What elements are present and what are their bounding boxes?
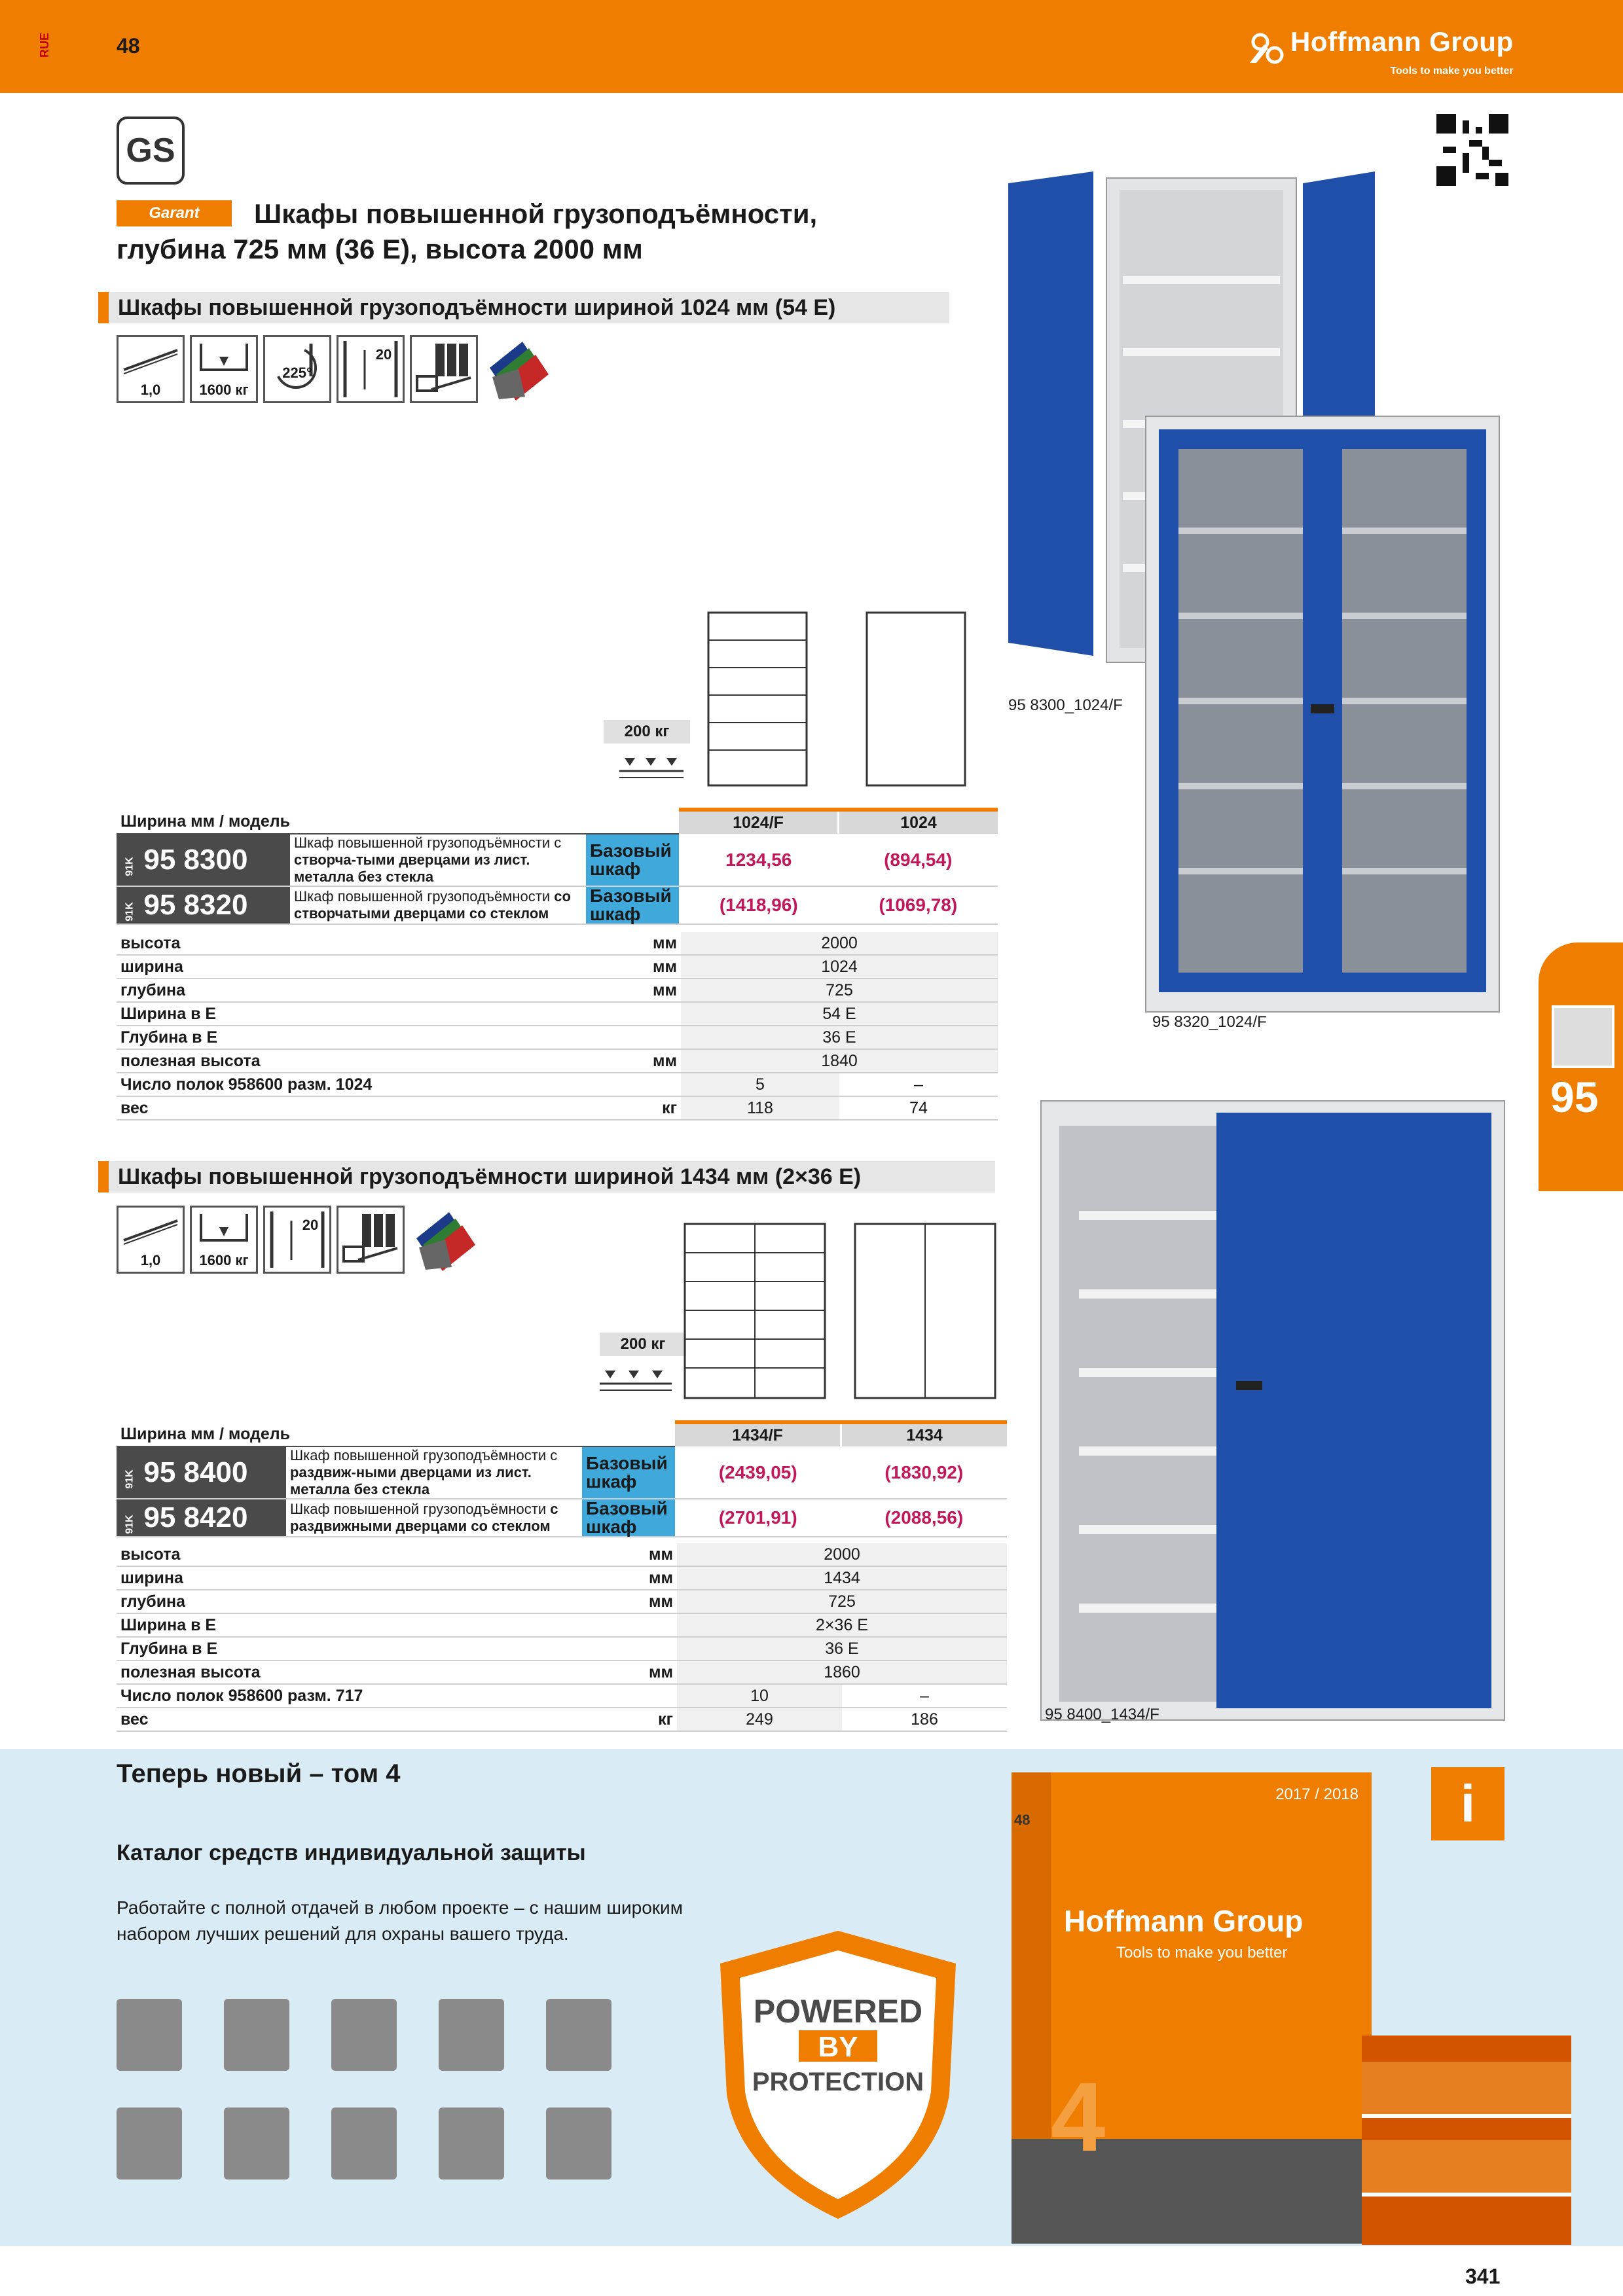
color-swatches-icon bbox=[483, 335, 551, 403]
spec-unit bbox=[630, 1637, 677, 1660]
price: (2088,56) bbox=[841, 1499, 1008, 1537]
product-row bbox=[117, 886, 998, 924]
spec-unit: мм bbox=[634, 932, 681, 955]
spec-unit: мм bbox=[630, 1566, 677, 1590]
gs-certification-badge: GS bbox=[117, 117, 185, 185]
language-code: RUE bbox=[38, 33, 51, 58]
page-number-top: 48 bbox=[117, 34, 140, 58]
spacing-icon: 20 bbox=[337, 335, 405, 403]
spec-unit: мм bbox=[630, 1590, 677, 1613]
respirator-icon bbox=[439, 1999, 504, 2071]
carabiner-icon bbox=[439, 2108, 504, 2179]
spec-label: глубина bbox=[117, 1590, 630, 1613]
base-cabinet-label: Базовый шкаф bbox=[582, 1446, 675, 1499]
safety-vest-icon bbox=[224, 2108, 289, 2179]
product-row bbox=[117, 1499, 1007, 1537]
book-tagline: Tools to make you better bbox=[1116, 1944, 1288, 1962]
catalog-drawers-image bbox=[1362, 2036, 1571, 2245]
spec-label: вес bbox=[117, 1096, 634, 1120]
door-angle-icon: 225° bbox=[263, 335, 331, 403]
spec-label: высота bbox=[117, 932, 634, 955]
page-number-bottom: 341 bbox=[1465, 2265, 1501, 2288]
spec-label: Глубина в E bbox=[117, 1637, 630, 1660]
book-brand: Hoffmann Group bbox=[1064, 1904, 1304, 1938]
spec-label: полезная высота bbox=[117, 1660, 630, 1684]
base-cabinet-label: Базовый шкаф bbox=[586, 886, 679, 924]
safety-boot-icon bbox=[331, 2108, 397, 2179]
spec-value: 186 bbox=[842, 1708, 1007, 1731]
spec-value: 2×36 E bbox=[677, 1613, 1007, 1637]
spec-label: ширина bbox=[117, 1566, 630, 1590]
spec-value: 725 bbox=[677, 1590, 1007, 1613]
spec-unit bbox=[630, 1684, 677, 1708]
price: (2701,91) bbox=[675, 1499, 841, 1537]
cabinet-image-958320 bbox=[1139, 410, 1506, 1018]
helmet-icon bbox=[331, 1999, 397, 2071]
column-header: 1024/F bbox=[679, 810, 839, 834]
spec-label: Ширина в E bbox=[117, 1002, 634, 1026]
shelf-layout-diagram bbox=[684, 1223, 826, 1399]
image-caption: 95 8400_1434/F bbox=[1045, 1706, 1159, 1723]
spec-value: 10 bbox=[677, 1684, 842, 1708]
spec-unit bbox=[634, 1026, 681, 1049]
table-header-label: Ширина мм / модель bbox=[117, 1422, 675, 1446]
spec-value: 74 bbox=[839, 1096, 998, 1120]
spec-unit: мм bbox=[634, 1049, 681, 1073]
goggles-icon bbox=[117, 1999, 182, 2071]
spec-value: 118 bbox=[681, 1096, 839, 1120]
spec-label: Ширина в E bbox=[117, 1613, 630, 1637]
spacing-icon: 20 bbox=[263, 1206, 331, 1274]
spec-value: 5 bbox=[681, 1073, 839, 1096]
spec-value: 2000 bbox=[677, 1543, 1007, 1566]
price: (2439,05) bbox=[675, 1446, 841, 1499]
spec-unit: кг bbox=[634, 1096, 681, 1120]
floor-load-icon: 1600 кг bbox=[190, 335, 258, 403]
spec-value: – bbox=[839, 1073, 998, 1096]
empty-cabinet-diagram bbox=[866, 611, 966, 787]
spec-label: вес bbox=[117, 1708, 630, 1731]
empty-cabinet-diagram bbox=[854, 1223, 996, 1399]
garant-brand-label: Garant bbox=[117, 200, 232, 226]
first-aid-icon bbox=[546, 2108, 611, 2179]
spec-label: Число полок 958600 разм. 717 bbox=[117, 1684, 630, 1708]
spec-unit: мм bbox=[634, 978, 681, 1002]
shield-line-3: PROTECTION bbox=[752, 2068, 924, 2096]
spec-value: 1024 bbox=[681, 955, 998, 978]
price: (1830,92) bbox=[841, 1446, 1008, 1499]
ear-protection-icon bbox=[224, 1999, 289, 2071]
spec-unit bbox=[634, 1002, 681, 1026]
spec-value: 36 E bbox=[681, 1026, 998, 1049]
image-caption: 95 8320_1024/F bbox=[1152, 1013, 1267, 1031]
spec-label: высота bbox=[117, 1543, 630, 1566]
banner-title: Теперь новый – том 4 bbox=[117, 1759, 401, 1788]
brand-logo bbox=[1247, 26, 1514, 77]
spec-value: 1434 bbox=[677, 1566, 1007, 1590]
color-swatches-icon bbox=[410, 1206, 478, 1274]
spec-value: – bbox=[842, 1684, 1007, 1708]
cabinet-icon bbox=[1552, 1005, 1614, 1068]
chapter-tab[interactable] bbox=[1539, 942, 1623, 1191]
brand-tagline: Tools to make you better bbox=[1390, 65, 1514, 77]
hoffmann-logo-icon bbox=[1247, 31, 1286, 65]
spec-unit: кг bbox=[630, 1708, 677, 1731]
page-title: Шкафы повышенной грузоподъёмности, глубина 725 мм (36 E), высота 2000 мм bbox=[117, 198, 818, 264]
base-cabinet-label: Базовый шкаф bbox=[586, 834, 679, 886]
price: (1418,96) bbox=[679, 886, 839, 924]
powered-by-protection-shield bbox=[714, 1924, 962, 2225]
column-header: 1024 bbox=[839, 810, 998, 834]
column-header: 1434/F bbox=[675, 1422, 841, 1446]
catalog-book-image bbox=[1012, 1772, 1372, 2244]
chapter-number: 95 bbox=[1550, 1073, 1599, 1121]
shield-line-1: POWERED bbox=[753, 1993, 923, 2030]
shield-line-2: BY bbox=[818, 2031, 858, 2063]
shelf-load-arrows-icon bbox=[619, 753, 684, 792]
feature-icons-1434 bbox=[117, 1206, 478, 1274]
spec-value: 1860 bbox=[677, 1660, 1007, 1684]
table-header-label: Ширина мм / модель bbox=[117, 810, 679, 834]
spec-value: 36 E bbox=[677, 1637, 1007, 1660]
price: (1069,78) bbox=[839, 886, 998, 924]
column-header: 1434 bbox=[841, 1422, 1008, 1446]
spec-label: Число полок 958600 разм. 1024 bbox=[117, 1073, 634, 1096]
spec-value: 249 bbox=[677, 1708, 842, 1731]
spec-label: полезная высота bbox=[117, 1049, 634, 1073]
banner-subtitle: Каталог средств индивидуальной защиты bbox=[117, 1840, 586, 1865]
article-number[interactable]: 91K 95 8420 bbox=[117, 1499, 286, 1537]
article-number[interactable]: 91K 95 8300 bbox=[117, 834, 290, 886]
cabinet-image-958400 bbox=[1040, 1100, 1506, 1721]
section-heading-1024: Шкафы повышенной грузоподъёмности шириной 1024 мм (54 E) bbox=[98, 292, 949, 323]
spec-unit bbox=[634, 1073, 681, 1096]
hand-truck-icon bbox=[410, 335, 478, 403]
spec-value: 725 bbox=[681, 978, 998, 1002]
product-description: Шкаф повышенной грузоподъёмности с раздвиж-ными дверцами из лист. металла без стекла bbox=[286, 1446, 582, 1499]
shelf-load-arrows-icon bbox=[600, 1365, 672, 1405]
product-row bbox=[117, 1446, 1007, 1499]
shelf-layout-diagram bbox=[707, 611, 808, 787]
qr-code-icon bbox=[1436, 114, 1508, 186]
hand-truck-icon bbox=[337, 1206, 405, 1274]
spec-unit bbox=[630, 1613, 677, 1637]
spec-rows-1024 bbox=[117, 932, 998, 1121]
brand-name: Hoffmann Group bbox=[1290, 26, 1514, 57]
spec-table-1024 bbox=[117, 808, 998, 925]
section-heading-1434: Шкафы повышенной грузоподъёмности шириной 1434 мм (2×36 E) bbox=[98, 1161, 995, 1193]
shelf-load-icon: 1,0 bbox=[117, 335, 185, 403]
spec-table-1434 bbox=[117, 1420, 1007, 1537]
gloves-icon bbox=[546, 1999, 611, 2071]
book-number: 48 bbox=[1014, 1812, 1030, 1828]
book-year: 2017 / 2018 bbox=[1275, 1785, 1359, 1803]
price: 1234,56 bbox=[679, 834, 839, 886]
banner-text: Работайте с полной отдачей в любом проекте – с нашим широким набором лучших решений для охраны вашего труда. bbox=[117, 1897, 683, 1944]
product-description: Шкаф повышенной грузоподъёмности с раздвижными дверцами со стеклом bbox=[286, 1499, 582, 1537]
article-number[interactable]: 91K 95 8400 bbox=[117, 1446, 286, 1499]
shelf-load-icon: 1,0 bbox=[117, 1206, 185, 1274]
info-icon[interactable]: i bbox=[1431, 1767, 1504, 1840]
base-cabinet-label: Базовый шкаф bbox=[582, 1499, 675, 1537]
shelf-load-label: 200 кг bbox=[600, 1333, 686, 1356]
product-description: Шкаф повышенной грузоподъёмности со створчатыми дверцами со стеклом bbox=[290, 886, 586, 924]
spec-unit: мм bbox=[630, 1543, 677, 1566]
workwear-icon bbox=[117, 2108, 182, 2179]
spec-value: 1840 bbox=[681, 1049, 998, 1073]
spec-value: 2000 bbox=[681, 932, 998, 955]
book-volume: 4 bbox=[1051, 2062, 1106, 2172]
article-number[interactable]: 91K 95 8320 bbox=[117, 886, 290, 924]
price: (894,54) bbox=[839, 834, 998, 886]
product-row bbox=[117, 834, 998, 886]
feature-icons-1024 bbox=[117, 335, 551, 403]
spec-unit: мм bbox=[630, 1660, 677, 1684]
spec-label: глубина bbox=[117, 978, 634, 1002]
spec-label: Глубина в E bbox=[117, 1026, 634, 1049]
spec-value: 54 E bbox=[681, 1002, 998, 1026]
shelf-load-label: 200 кг bbox=[604, 720, 690, 744]
spec-unit: мм bbox=[634, 955, 681, 978]
product-description: Шкаф повышенной грузоподъёмности с створча-тыми дверцами из лист. металла без стекла bbox=[290, 834, 586, 886]
image-caption: 95 8300_1024/F bbox=[1008, 696, 1123, 714]
floor-load-icon: 1600 кг bbox=[190, 1206, 258, 1274]
spec-rows-1434 bbox=[117, 1543, 1007, 1732]
spec-label: ширина bbox=[117, 955, 634, 978]
